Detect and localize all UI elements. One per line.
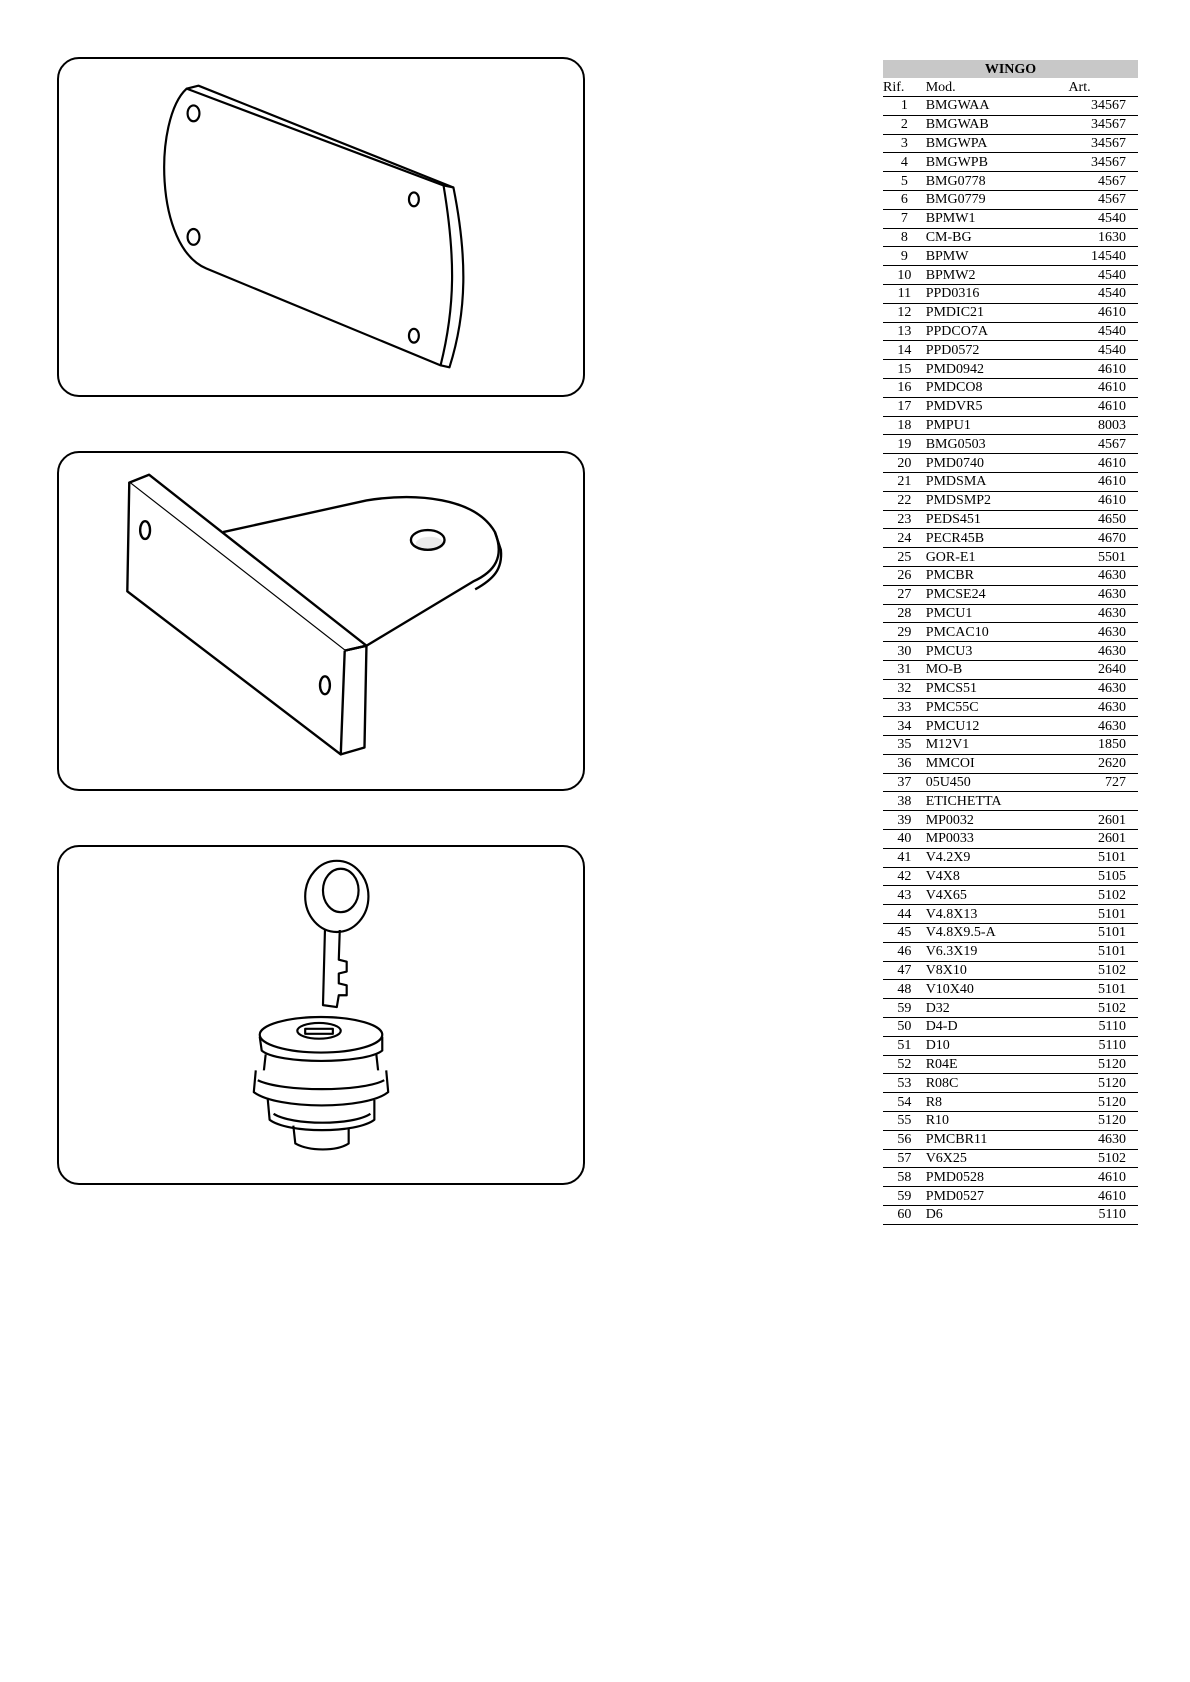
cell-rif: 20 bbox=[883, 454, 926, 473]
table-row bbox=[883, 247, 1138, 266]
cell-art: 5101 bbox=[1068, 848, 1138, 867]
cell-mod: PMCU12 bbox=[926, 717, 1069, 736]
table-title: WINGO bbox=[883, 60, 1138, 78]
cell-art: 5102 bbox=[1068, 999, 1138, 1018]
table-row bbox=[883, 942, 1138, 961]
cell-rif: 59 bbox=[883, 1187, 926, 1206]
cell-art: 4540 bbox=[1068, 284, 1138, 303]
table-row bbox=[883, 698, 1138, 717]
cell-rif: 22 bbox=[883, 491, 926, 510]
table-row bbox=[883, 510, 1138, 529]
table-row bbox=[883, 115, 1138, 134]
cell-rif: 7 bbox=[883, 209, 926, 228]
cell-rif: 2 bbox=[883, 115, 926, 134]
cell-rif: 9 bbox=[883, 247, 926, 266]
table-row bbox=[883, 811, 1138, 830]
cell-rif: 10 bbox=[883, 266, 926, 285]
cell-rif: 52 bbox=[883, 1055, 926, 1074]
cell-rif: 19 bbox=[883, 435, 926, 454]
cell-rif: 27 bbox=[883, 585, 926, 604]
cell-rif: 46 bbox=[883, 942, 926, 961]
table-row bbox=[883, 773, 1138, 792]
cell-art: 5501 bbox=[1068, 548, 1138, 567]
cell-mod: PPDCO7A bbox=[926, 322, 1069, 341]
cell-rif: 57 bbox=[883, 1149, 926, 1168]
cell-mod: PMD0528 bbox=[926, 1168, 1069, 1187]
table-row bbox=[883, 924, 1138, 943]
cell-mod: V10X40 bbox=[926, 980, 1069, 999]
cell-art: 5102 bbox=[1068, 961, 1138, 980]
cell-rif: 3 bbox=[883, 134, 926, 153]
cell-mod: PMCSE24 bbox=[926, 585, 1069, 604]
cell-art: 5101 bbox=[1068, 924, 1138, 943]
cell-mod: MO-B bbox=[926, 660, 1069, 679]
cell-art bbox=[1068, 792, 1138, 811]
table-row bbox=[883, 1187, 1138, 1206]
cell-rif: 31 bbox=[883, 660, 926, 679]
cell-rif: 47 bbox=[883, 961, 926, 980]
cell-mod: R04E bbox=[926, 1055, 1069, 1074]
cell-rif: 26 bbox=[883, 566, 926, 585]
table-row bbox=[883, 190, 1138, 209]
table-row bbox=[883, 961, 1138, 980]
table-body bbox=[883, 97, 1138, 1225]
table-row bbox=[883, 266, 1138, 285]
cell-mod: V6X25 bbox=[926, 1149, 1069, 1168]
table-row bbox=[883, 886, 1138, 905]
cell-art: 5102 bbox=[1068, 1149, 1138, 1168]
cell-rif: 11 bbox=[883, 284, 926, 303]
cell-mod: PMDSMA bbox=[926, 472, 1069, 491]
cell-rif: 6 bbox=[883, 190, 926, 209]
cell-art: 4610 bbox=[1068, 397, 1138, 416]
cell-art: 4610 bbox=[1068, 303, 1138, 322]
cell-art: 34567 bbox=[1068, 97, 1138, 116]
cell-mod: V6.3X19 bbox=[926, 942, 1069, 961]
cell-rif: 55 bbox=[883, 1112, 926, 1131]
cell-rif: 5 bbox=[883, 172, 926, 191]
cell-mod: PMDSMP2 bbox=[926, 491, 1069, 510]
cell-rif: 21 bbox=[883, 472, 926, 491]
table-title-row bbox=[883, 60, 1138, 78]
cell-rif: 17 bbox=[883, 397, 926, 416]
key-and-lock-drawing bbox=[59, 847, 583, 1183]
cell-mod: PEDS451 bbox=[926, 510, 1069, 529]
cell-mod: PMPU1 bbox=[926, 416, 1069, 435]
cell-mod: PMCAC10 bbox=[926, 623, 1069, 642]
cell-rif: 24 bbox=[883, 529, 926, 548]
cell-mod: D32 bbox=[926, 999, 1069, 1018]
table-row bbox=[883, 228, 1138, 247]
cell-art: 14540 bbox=[1068, 247, 1138, 266]
table-row bbox=[883, 660, 1138, 679]
cell-mod: BMG0779 bbox=[926, 190, 1069, 209]
cell-rif: 41 bbox=[883, 848, 926, 867]
cell-mod: BMG0503 bbox=[926, 435, 1069, 454]
table-row bbox=[883, 830, 1138, 849]
cell-mod: PMCBR bbox=[926, 566, 1069, 585]
table-row bbox=[883, 642, 1138, 661]
cell-mod: MMCOI bbox=[926, 754, 1069, 773]
table-row bbox=[883, 792, 1138, 811]
cell-rif: 23 bbox=[883, 510, 926, 529]
cell-art: 2601 bbox=[1068, 811, 1138, 830]
cell-art: 5101 bbox=[1068, 980, 1138, 999]
cell-art: 5110 bbox=[1068, 1206, 1138, 1225]
cell-rif: 53 bbox=[883, 1074, 926, 1093]
cell-mod: D10 bbox=[926, 1036, 1069, 1055]
cell-mod: V4.8X13 bbox=[926, 905, 1069, 924]
cell-art: 4610 bbox=[1068, 491, 1138, 510]
table-row bbox=[883, 1168, 1138, 1187]
cell-mod: BPMW bbox=[926, 247, 1069, 266]
table-row bbox=[883, 754, 1138, 773]
cell-art: 4630 bbox=[1068, 604, 1138, 623]
cell-art: 4540 bbox=[1068, 341, 1138, 360]
cell-mod: PMD0527 bbox=[926, 1187, 1069, 1206]
table-row bbox=[883, 284, 1138, 303]
figure-panel-angle-bracket bbox=[57, 451, 585, 791]
parts-table bbox=[883, 60, 1138, 1225]
cell-rif: 12 bbox=[883, 303, 926, 322]
cell-art: 4630 bbox=[1068, 566, 1138, 585]
cell-mod: M12V1 bbox=[926, 736, 1069, 755]
cell-rif: 18 bbox=[883, 416, 926, 435]
table-row bbox=[883, 97, 1138, 116]
cell-art: 34567 bbox=[1068, 115, 1138, 134]
cell-art: 4630 bbox=[1068, 642, 1138, 661]
cell-art: 4540 bbox=[1068, 209, 1138, 228]
table-row bbox=[883, 378, 1138, 397]
table-header-row bbox=[883, 78, 1138, 97]
cell-art: 8003 bbox=[1068, 416, 1138, 435]
cell-art: 4567 bbox=[1068, 190, 1138, 209]
cell-rif: 35 bbox=[883, 736, 926, 755]
table-row bbox=[883, 397, 1138, 416]
cell-art: 4610 bbox=[1068, 1187, 1138, 1206]
cell-art: 5120 bbox=[1068, 1093, 1138, 1112]
cell-rif: 48 bbox=[883, 980, 926, 999]
cell-rif: 32 bbox=[883, 679, 926, 698]
cell-mod: V4.8X9.5-A bbox=[926, 924, 1069, 943]
cell-rif: 8 bbox=[883, 228, 926, 247]
table-row bbox=[883, 360, 1138, 379]
table-row bbox=[883, 529, 1138, 548]
table-row bbox=[883, 1206, 1138, 1225]
cell-mod: PMDVR5 bbox=[926, 397, 1069, 416]
cell-mod: PMCBR11 bbox=[926, 1130, 1069, 1149]
cell-mod: PPD0316 bbox=[926, 284, 1069, 303]
cell-rif: 60 bbox=[883, 1206, 926, 1225]
cell-mod: PMDCO8 bbox=[926, 378, 1069, 397]
cell-mod: 05U450 bbox=[926, 773, 1069, 792]
cell-art: 5120 bbox=[1068, 1112, 1138, 1131]
cell-rif: 58 bbox=[883, 1168, 926, 1187]
cell-mod: CM-BG bbox=[926, 228, 1069, 247]
cell-art: 4630 bbox=[1068, 717, 1138, 736]
cell-mod: PMC55C bbox=[926, 698, 1069, 717]
table-row bbox=[883, 679, 1138, 698]
table-row bbox=[883, 980, 1138, 999]
cell-art: 5120 bbox=[1068, 1055, 1138, 1074]
cell-rif: 56 bbox=[883, 1130, 926, 1149]
cell-art: 727 bbox=[1068, 773, 1138, 792]
cell-mod: MP0033 bbox=[926, 830, 1069, 849]
cell-art: 5101 bbox=[1068, 942, 1138, 961]
cell-art: 4610 bbox=[1068, 360, 1138, 379]
cell-mod: MP0032 bbox=[926, 811, 1069, 830]
cell-rif: 38 bbox=[883, 792, 926, 811]
cell-mod: BPMW2 bbox=[926, 266, 1069, 285]
table-row bbox=[883, 472, 1138, 491]
table-row bbox=[883, 1074, 1138, 1093]
cell-rif: 29 bbox=[883, 623, 926, 642]
cell-mod: PMD0942 bbox=[926, 360, 1069, 379]
table-row bbox=[883, 905, 1138, 924]
cell-art: 2601 bbox=[1068, 830, 1138, 849]
table-row bbox=[883, 1130, 1138, 1149]
column-header-rif: Rif. bbox=[883, 78, 926, 97]
cell-mod: BMGWAA bbox=[926, 97, 1069, 116]
cell-rif: 43 bbox=[883, 886, 926, 905]
cell-mod: PMCU3 bbox=[926, 642, 1069, 661]
figure-panel-mounting-plate bbox=[57, 57, 585, 397]
cell-mod: PMCU1 bbox=[926, 604, 1069, 623]
cell-mod: V4X8 bbox=[926, 867, 1069, 886]
cell-mod: BPMW1 bbox=[926, 209, 1069, 228]
cell-art: 1630 bbox=[1068, 228, 1138, 247]
table-row bbox=[883, 1093, 1138, 1112]
cell-art: 5110 bbox=[1068, 1018, 1138, 1037]
cell-art: 2620 bbox=[1068, 754, 1138, 773]
table-row bbox=[883, 303, 1138, 322]
cell-rif: 44 bbox=[883, 905, 926, 924]
cell-art: 2640 bbox=[1068, 660, 1138, 679]
cell-art: 4540 bbox=[1068, 266, 1138, 285]
table-row bbox=[883, 153, 1138, 172]
table-row bbox=[883, 416, 1138, 435]
cell-rif: 14 bbox=[883, 341, 926, 360]
cell-art: 5110 bbox=[1068, 1036, 1138, 1055]
table-row bbox=[883, 491, 1138, 510]
figure-panel-key-and-lock bbox=[57, 845, 585, 1185]
cell-art: 4630 bbox=[1068, 698, 1138, 717]
cell-art: 4567 bbox=[1068, 172, 1138, 191]
cell-mod: BMGWAB bbox=[926, 115, 1069, 134]
cell-art: 4610 bbox=[1068, 454, 1138, 473]
cell-mod: ETICHETTA bbox=[926, 792, 1069, 811]
table-row bbox=[883, 585, 1138, 604]
table-row bbox=[883, 1055, 1138, 1074]
cell-art: 4630 bbox=[1068, 623, 1138, 642]
cell-rif: 39 bbox=[883, 811, 926, 830]
table-row bbox=[883, 623, 1138, 642]
cell-art: 4610 bbox=[1068, 472, 1138, 491]
column-header-mod: Mod. bbox=[926, 78, 1069, 97]
cell-rif: 36 bbox=[883, 754, 926, 773]
cell-mod: BMGWPA bbox=[926, 134, 1069, 153]
cell-mod: PPD0572 bbox=[926, 341, 1069, 360]
cell-rif: 30 bbox=[883, 642, 926, 661]
cell-rif: 13 bbox=[883, 322, 926, 341]
cell-rif: 28 bbox=[883, 604, 926, 623]
cell-rif: 59 bbox=[883, 999, 926, 1018]
table-row bbox=[883, 341, 1138, 360]
table-row bbox=[883, 548, 1138, 567]
cell-art: 5105 bbox=[1068, 867, 1138, 886]
cell-rif: 50 bbox=[883, 1018, 926, 1037]
table-row bbox=[883, 566, 1138, 585]
table-row bbox=[883, 209, 1138, 228]
cell-art: 34567 bbox=[1068, 134, 1138, 153]
table-row bbox=[883, 1112, 1138, 1131]
cell-mod: PECR45B bbox=[926, 529, 1069, 548]
cell-mod: PMCS51 bbox=[926, 679, 1069, 698]
cell-mod: R10 bbox=[926, 1112, 1069, 1131]
table-row bbox=[883, 1149, 1138, 1168]
cell-rif: 51 bbox=[883, 1036, 926, 1055]
cell-art: 4630 bbox=[1068, 585, 1138, 604]
cell-mod: BMG0778 bbox=[926, 172, 1069, 191]
table-row bbox=[883, 172, 1138, 191]
cell-mod: R8 bbox=[926, 1093, 1069, 1112]
cell-mod: D4-D bbox=[926, 1018, 1069, 1037]
cell-rif: 54 bbox=[883, 1093, 926, 1112]
cell-mod: GOR-E1 bbox=[926, 548, 1069, 567]
cell-rif: 45 bbox=[883, 924, 926, 943]
mounting-plate-drawing bbox=[59, 59, 583, 395]
table-row bbox=[883, 435, 1138, 454]
table-row bbox=[883, 604, 1138, 623]
cell-mod: BMGWPB bbox=[926, 153, 1069, 172]
cell-rif: 16 bbox=[883, 378, 926, 397]
cell-rif: 33 bbox=[883, 698, 926, 717]
cell-rif: 37 bbox=[883, 773, 926, 792]
column-header-art: Art. bbox=[1068, 78, 1138, 97]
cell-rif: 25 bbox=[883, 548, 926, 567]
cell-art: 4670 bbox=[1068, 529, 1138, 548]
cell-art: 4630 bbox=[1068, 679, 1138, 698]
cell-art: 5102 bbox=[1068, 886, 1138, 905]
cell-rif: 42 bbox=[883, 867, 926, 886]
table-row bbox=[883, 999, 1138, 1018]
table-row bbox=[883, 1036, 1138, 1055]
table-row bbox=[883, 1018, 1138, 1037]
cell-art: 1850 bbox=[1068, 736, 1138, 755]
table-row bbox=[883, 867, 1138, 886]
table-row bbox=[883, 454, 1138, 473]
cell-art: 4650 bbox=[1068, 510, 1138, 529]
cell-art: 4610 bbox=[1068, 378, 1138, 397]
cell-art: 4540 bbox=[1068, 322, 1138, 341]
table-row bbox=[883, 736, 1138, 755]
cell-art: 5120 bbox=[1068, 1074, 1138, 1093]
cell-mod: R08C bbox=[926, 1074, 1069, 1093]
cell-mod: D6 bbox=[926, 1206, 1069, 1225]
table-row bbox=[883, 848, 1138, 867]
cell-art: 5101 bbox=[1068, 905, 1138, 924]
cell-rif: 4 bbox=[883, 153, 926, 172]
cell-rif: 40 bbox=[883, 830, 926, 849]
angle-bracket-drawing bbox=[59, 453, 583, 789]
cell-rif: 1 bbox=[883, 97, 926, 116]
table-row bbox=[883, 134, 1138, 153]
cell-rif: 15 bbox=[883, 360, 926, 379]
cell-art: 4567 bbox=[1068, 435, 1138, 454]
table-row bbox=[883, 322, 1138, 341]
cell-art: 4630 bbox=[1068, 1130, 1138, 1149]
cell-mod: PMD0740 bbox=[926, 454, 1069, 473]
cell-mod: V4.2X9 bbox=[926, 848, 1069, 867]
cell-mod: PMDIC21 bbox=[926, 303, 1069, 322]
cell-mod: V8X10 bbox=[926, 961, 1069, 980]
cell-rif: 34 bbox=[883, 717, 926, 736]
cell-mod: V4X65 bbox=[926, 886, 1069, 905]
cell-art: 34567 bbox=[1068, 153, 1138, 172]
table-row bbox=[883, 717, 1138, 736]
cell-art: 4610 bbox=[1068, 1168, 1138, 1187]
